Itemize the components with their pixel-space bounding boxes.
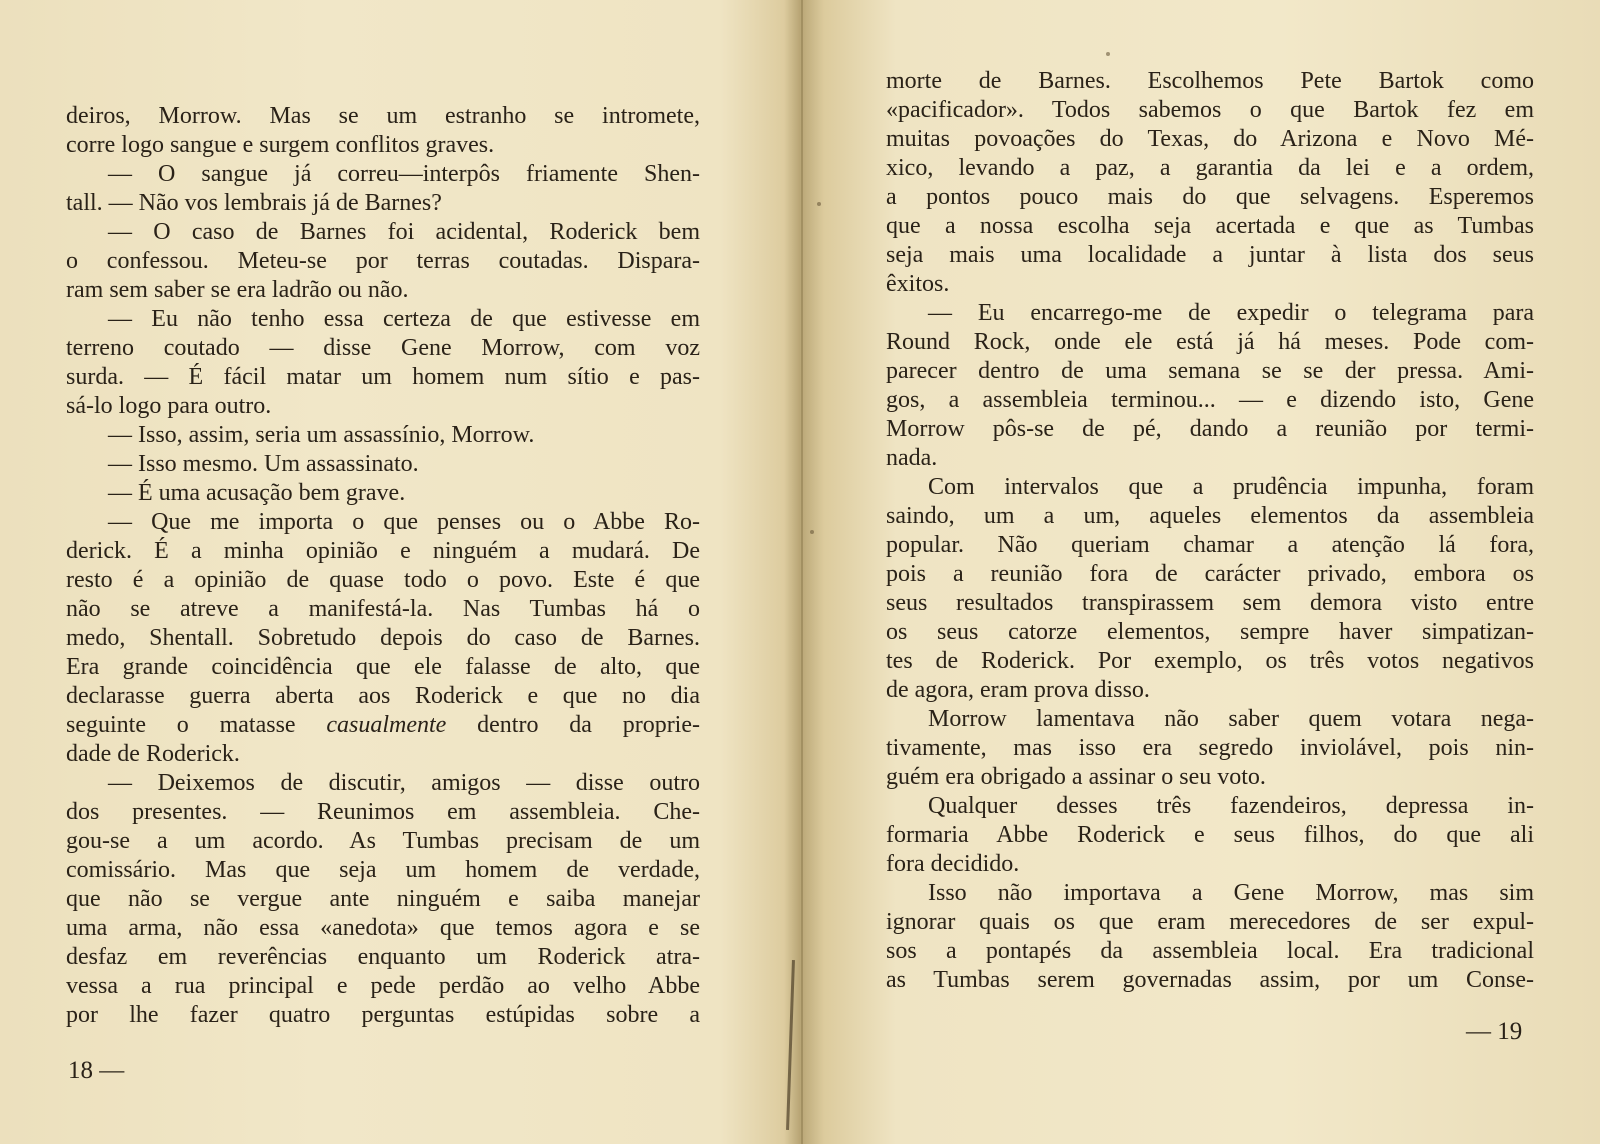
- text-line: seja mais uma localidade a juntar à lista dos seus: [886, 242, 1534, 268]
- text-line: Com intervalos que a prudência impunha, foram: [928, 474, 1534, 500]
- text-line: dos presentes. — Reunimos em assembleia. Che-: [66, 799, 700, 825]
- text-line: Morrow pôs-se de pé, dando a reunião por termi-: [886, 416, 1534, 442]
- text-line: tall. — Não vos lembrais já de Barnes?: [66, 190, 442, 216]
- text-line: muitas povoações do Texas, do Arizona e Novo Mé-: [886, 126, 1534, 152]
- text-line: parecer dentro de uma semana se se der pressa. Ami-: [886, 358, 1534, 384]
- text-line: nada.: [886, 445, 938, 471]
- text-line: Era grande coincidência que ele falasse de alto, que: [66, 654, 700, 680]
- text-line: o confessou. Meteu-se por terras coutadas. Dispara-: [66, 248, 700, 274]
- text-line: comissário. Mas que seja um homem de verdade,: [66, 857, 700, 883]
- text-line: — Eu encarrego-me de expedir o telegrama para: [928, 300, 1534, 326]
- text-line: — Eu não tenho essa certeza de que estivesse em: [108, 306, 700, 332]
- text-line: popular. Não queriam chamar a atenção lá fora,: [886, 532, 1534, 558]
- text-line: ram sem saber se era ladrão ou não.: [66, 277, 409, 303]
- text-line: êxitos.: [886, 271, 950, 297]
- text-line: — É uma acusação bem grave.: [108, 480, 406, 506]
- left-page-text: [66, 102, 700, 1030]
- text-line: sos a pontapés da assembleia local. Era tradicional: [886, 938, 1534, 964]
- text-line: — O caso de Barnes foi acidental, Roderick bem: [108, 219, 700, 245]
- text-line: tes de Roderick. Por exemplo, os três votos negativos: [886, 648, 1534, 674]
- text-line: tivamente, mas isso era segredo inviolável, pois nin-: [886, 735, 1534, 761]
- text-line: por lhe fazer quatro perguntas estúpidas sobre a: [66, 1002, 700, 1028]
- page-number-right: — 19: [1466, 1018, 1523, 1045]
- text-line: xico, levando a paz, a garantia da lei e a ordem,: [886, 155, 1534, 181]
- text-line: de agora, eram prova disso.: [886, 677, 1150, 703]
- text-line: resto é a opinião de quase todo o povo. Este é que: [66, 567, 700, 593]
- text-line: não se atreve a manifestá-la. Nas Tumbas há o: [66, 596, 700, 622]
- text-line: — Isso mesmo. Um assassinato.: [108, 451, 419, 477]
- text-line: gos, a assembleia terminou... — e dizendo isto, Gene: [886, 387, 1534, 413]
- paper-speck: [817, 202, 821, 206]
- text-line: dade de Roderick.: [66, 741, 240, 767]
- text-line: que a nossa escolha seja acertada e que as Tumbas: [886, 213, 1534, 239]
- book-gutter: [801, 0, 803, 1144]
- text-line: sá-lo logo para outro.: [66, 393, 272, 419]
- text-line: guém era obrigado a assinar o seu voto.: [886, 764, 1266, 790]
- text-line: seus resultados transpirassem sem demora visto entre: [886, 590, 1534, 616]
- text-line: formaria Abbe Roderick e seus filhos, do que ali: [886, 822, 1534, 848]
- text-line: vessa a rua principal e pede perdão ao velho Abbe: [66, 973, 700, 999]
- text-line: saindo, um a um, aqueles elementos da assembleia: [886, 503, 1534, 529]
- text-line: fora decidido.: [886, 851, 1020, 877]
- text-line: medo, Shentall. Sobretudo depois do caso de Barnes.: [66, 625, 700, 651]
- text-line: os seus catorze elementos, sempre haver simpatizan-: [886, 619, 1534, 645]
- paper-speck: [1106, 52, 1110, 56]
- right-page-text: [886, 67, 1534, 995]
- text-line: — Isso, assim, seria um assassínio, Morrow.: [108, 422, 535, 448]
- paper-speck: [810, 530, 814, 534]
- text-line: — O sangue já correu—interpôs friamente Shen-: [108, 161, 700, 187]
- text-line: ignorar quais os que eram merecedores de ser expul-: [886, 909, 1534, 935]
- text-line: declarasse guerra aberta aos Roderick e que no dia: [66, 683, 700, 709]
- text-line: deiros, Morrow. Mas se um estranho se intromete,: [66, 103, 700, 129]
- text-line-italic: seguinte o matasse casualmente dentro da proprie-: [66, 712, 700, 738]
- text-line: desfaz em reverências enquanto um Roderick atra-: [66, 944, 700, 970]
- text-line: Round Rock, onde ele está já há meses. Pode com-: [886, 329, 1534, 355]
- text-line: corre logo sangue e surgem conflitos graves.: [66, 132, 495, 158]
- text-line: gou-se a um acordo. As Tumbas precisam de um: [66, 828, 700, 854]
- page-number-left: 18 —: [68, 1057, 125, 1084]
- text-line: a pontos pouco mais do que selvagens. Esperemos: [886, 184, 1534, 210]
- text-line: — Deixemos de discutir, amigos — disse outro: [108, 770, 700, 796]
- text-line: «pacificador». Todos sabemos o que Bartok fez em: [886, 97, 1534, 123]
- text-line: que não se vergue ante ninguém e saiba manejar: [66, 886, 700, 912]
- text-line: uma arma, não essa «anedota» que temos agora e se: [66, 915, 700, 941]
- text-line: derick. É a minha opinião e ninguém a mudará. De: [66, 538, 700, 564]
- text-line: terreno coutado — disse Gene Morrow, com voz: [66, 335, 700, 361]
- text-line: Isso não importava a Gene Morrow, mas sim: [928, 880, 1534, 906]
- text-line: surda. — É fácil matar um homem num sítio e pas-: [66, 364, 700, 390]
- text-line: Morrow lamentava não saber quem votara nega-: [928, 706, 1534, 732]
- text-line: — Que me importa o que penses ou o Abbe Ro-: [108, 509, 700, 535]
- text-line: pois a reunião fora de carácter privado, embora os: [886, 561, 1534, 587]
- text-line: Qualquer desses três fazendeiros, depressa in-: [928, 793, 1534, 819]
- text-line: morte de Barnes. Escolhemos Pete Bartok como: [886, 68, 1534, 94]
- text-line: as Tumbas serem governadas assim, por um Conse-: [886, 967, 1534, 993]
